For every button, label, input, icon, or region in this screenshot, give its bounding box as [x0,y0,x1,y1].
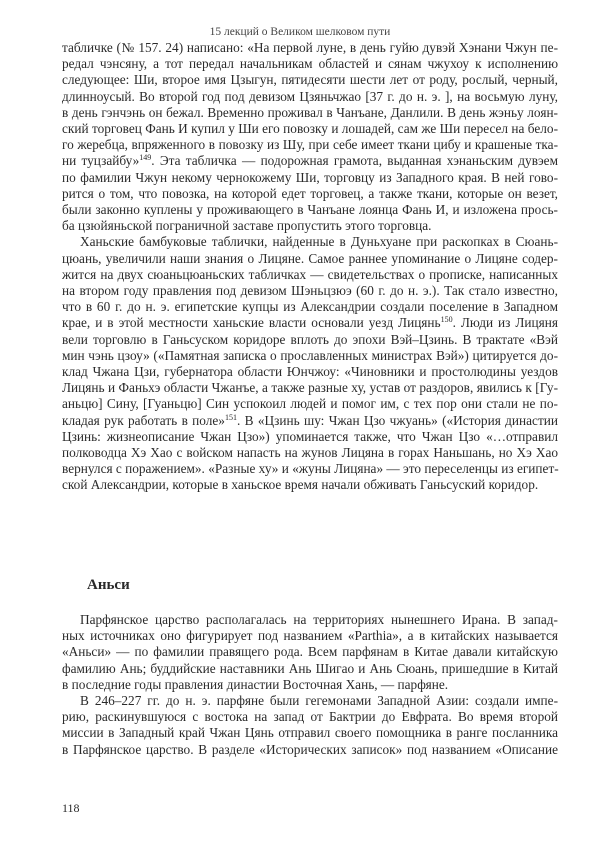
text-segment: . Эта табличка — подорожная грамота, выданная хэнаньским дувэем [151,153,558,169]
text-line: «Аньси» — по фамилии правящего рода. Всем парфянам в Китае давали китайскую [62,644,558,660]
text-line: вернулся с поражением». «Разные ху» и «жуны Лицяна» — это переселенцы из египет- [62,461,559,477]
text-line [62,315,558,331]
text-line: жится на двух сюаньцюаньских табличках — свидетельствах о прописке, написанных [62,266,558,282]
text-line: Лицянь и Фаньхэ области Чжанъе, а также разные ху, устав от раздоров, явились к [Гу- [62,380,558,396]
text-line: рию, раскинувшуюся с востока на запад от Бактрии до Евфрата. Во время второй [62,709,558,725]
text-line: фамилию Ань; буддийские наставники Ань Шигао и Ань Сюань, пришедшие в Китай [62,660,558,676]
running-header: 15 лекций о Великом шелковом пути [209,26,391,38]
text-segment: крае, и в этой местности ханьские власти основали уезд Лицянь [62,315,441,331]
paragraph-first-line: табличке (№ 157. 24) написано: «На первой луне, в день гуйю дувэй Хэнани Чжун пе- [62,40,558,55]
footnote-marker[interactable]: 149 [139,153,152,163]
footnote-marker[interactable]: 150 [440,315,453,325]
text-line: вели торговлю в Ганьсуском коридоре вплоть до эпохи Вэй–Цзинь. В трактате «Вэй [62,331,558,347]
text-segment: . В «Цзинь шу: Чжан Цзо чжуань» («История династии [236,412,558,428]
section-heading: Аньси [87,577,130,593]
text-line: миссии в Западный край Чжан Цянь отправил своего помощника в ранге посланника [62,725,558,741]
text-line: аньцю] Сину, [Гуаньцю] Син успокоил людей и помог им, с тех пор они стали не по- [62,396,558,412]
text-line: ской Александрии, которые в ханьское время начали обживать Ганьсуский коридор. [62,477,539,493]
text-line: редал чэнсяну, а тот передал начальникам областей и сянам чжухоу к исполнению [62,56,558,72]
paragraph-first-line: В 246–227 гг. до н. э. парфяне были гегемонами Западной Азии: создали импе- [80,693,558,709]
text-line: в последние годы правления династии Восточная Хань, — парфяне. [62,676,449,692]
text-segment: кладая рук работать в поле» [62,412,225,428]
paragraph-first-line: Парфянское царство располагалась на территориях нынешнего Ирана. В запад- [80,612,558,627]
text-line: ский торговец Фань И купил у Ши его повозку и лошадей, сам же Ши пересел на бело- [62,121,558,137]
footnote-marker[interactable]: 151 [224,412,237,422]
text-line: на втором году правления под девизом Шэньцзюэ (60 г. до н. э.). Так стало известно, [62,283,558,299]
text-line: ных источниках оно фигурирует под названием «Parthia», а в китайских называется [62,628,558,644]
page-number: 118 [62,801,80,815]
text-line: следующее: Ши, второе имя Цзыгун, пятидесяти шести лет от роду, рослый, черный, [62,72,558,88]
text-line: рится о том, что повозка, на которой едет торговец, а также ткани, которые он везет, [62,185,558,201]
text-line: в день гэнчэнь он бежал. Временно проживал в Чанъане, Данлили. В день жэньу лоян- [62,104,558,120]
text-line: были законно куплены у проживающего в Чанъане лоянца Фань И, и изложена прось- [62,202,558,218]
text-line: цюань, увеличили наши знания о Лицяне. Самое раннее упоминание о Лицяне содер- [62,250,558,266]
text-segment: ни туцзайбу» [62,153,140,169]
text-line: в Парфянское царство. В разделе «Исторических записок» под названием «Описание [62,741,558,757]
body-text-section-2 [62,612,558,758]
text-segment: . Люди из Лицяня [452,315,558,331]
text-line: длинноусый. Во второй год под девизом Цзяньчжао [37 г. до н. э. ], на восьмую луну, [62,88,558,104]
text-line: полководца Хэ Хао с войском напасть на жунов Лицяна в горах Наньшань, но Хэ Хао [62,445,558,461]
text-line: Цзинь: жизнеописание Чжан Цзо») упоминается также, что Чжан Цзо «…отправил [62,428,558,444]
text-line: ба цзюйяньской пограничной заставе пропустить этого торговца. [62,218,432,234]
text-line: го жеребца, впряженного в повозку из Шу, при себе имеет ткани цибу и крашеные тка- [62,137,558,153]
body-text-section-1 [62,40,558,494]
text-line: мин чэнь цзоу» («Памятная записка о прославленных министрах Вэй») цитируется до- [62,347,558,363]
text-line: по фамилии Чжун некому чернокожему Ши, торговцу из Западного края. В ней гово- [62,169,558,185]
text-line: клад Чжана Цзи, губернатора области Юнчжоу: «Чиновники и простолюдины уездов [62,364,558,380]
text-line [62,153,558,169]
paragraph-first-line: Ханьские бамбуковые таблички, найденные в Дуньхуане при раскопках в Сюань- [80,234,558,250]
text-line: что в 60 г. до н. э. египетские купцы из Александрии создали поселение в Западном [62,299,558,315]
text-line [62,413,558,429]
